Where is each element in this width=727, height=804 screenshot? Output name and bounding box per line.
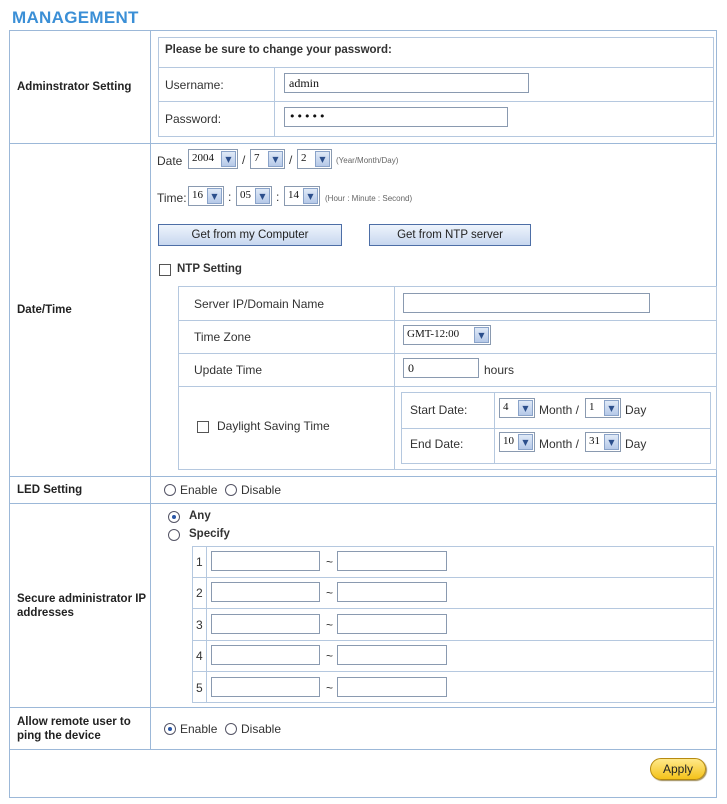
- secure-ip-label: Secure administrator IP addresses: [10, 504, 151, 707]
- divider: [178, 386, 717, 387]
- username-label: Username:: [165, 78, 224, 92]
- update-time-unit: hours: [484, 363, 515, 377]
- get-from-computer-button[interactable]: Get from my Computer: [158, 224, 342, 246]
- divider: [394, 286, 395, 470]
- divider: [401, 428, 711, 429]
- led-enable-radio[interactable]: [164, 484, 176, 496]
- timezone-label: Time Zone: [194, 330, 251, 344]
- datetime-label: Date/Time: [10, 144, 151, 476]
- led-disable-radio[interactable]: [225, 484, 237, 496]
- led-setting-cell: [151, 477, 716, 503]
- ip-row-number: 4: [196, 649, 203, 663]
- time-label: Time:: [157, 191, 187, 205]
- chevron-down-icon: ▼: [255, 188, 270, 204]
- ip-row-number: 3: [196, 618, 203, 632]
- minute-select[interactable]: [236, 186, 272, 206]
- remote-ping-label: Allow remote user to ping the device: [10, 708, 151, 749]
- ntp-setting-label: NTP Setting: [177, 263, 242, 275]
- datetime-row: [10, 144, 716, 477]
- chevron-down-icon: ▼: [207, 188, 222, 204]
- ip-range-dash: ~: [326, 681, 334, 695]
- end-month-value: 10: [503, 435, 514, 447]
- ip-from-input[interactable]: [211, 614, 320, 634]
- password-label: Password:: [165, 112, 222, 126]
- ip-range-dash: ~: [326, 586, 334, 600]
- time-sep: :: [276, 190, 280, 204]
- chevron-down-icon: ▼: [268, 151, 283, 167]
- ping-enable-label: Enable: [180, 722, 218, 736]
- divider: [178, 353, 717, 354]
- month-value: 7: [254, 152, 260, 164]
- ntp-setting-checkbox[interactable]: [159, 264, 171, 276]
- admin-setting-cell: [151, 31, 716, 143]
- ip-to-input[interactable]: [337, 677, 447, 697]
- year-value: 2004: [192, 152, 214, 164]
- end-date-label: End Date:: [410, 437, 464, 451]
- page-title: MANAGEMENT: [12, 8, 139, 27]
- ip-to-input[interactable]: [337, 645, 447, 665]
- ip-row-number: 2: [196, 586, 203, 600]
- divider: [158, 101, 714, 102]
- month-select[interactable]: [250, 149, 285, 169]
- time-hint: (Hour : Minute : Second): [325, 194, 413, 203]
- ping-disable-label: Disable: [241, 722, 282, 736]
- ping-enable-radio[interactable]: [164, 723, 176, 735]
- timezone-select[interactable]: [403, 325, 491, 345]
- end-day-value: 31: [589, 435, 600, 447]
- second-select[interactable]: [284, 186, 320, 206]
- led-setting-label: LED Setting: [10, 477, 151, 503]
- end-day-select[interactable]: [585, 432, 621, 452]
- date-sep: /: [242, 153, 246, 167]
- start-date-label: Start Date:: [410, 403, 468, 417]
- chevron-down-icon: ▼: [604, 400, 619, 416]
- footer-row: [10, 750, 716, 797]
- divider: [494, 392, 495, 464]
- divider: [178, 320, 717, 321]
- led-enable-label: Enable: [180, 483, 218, 497]
- dst-label: Daylight Saving Time: [217, 419, 330, 433]
- start-day-value: 1: [589, 401, 595, 413]
- day-word: Day: [625, 403, 647, 417]
- ip-from-input[interactable]: [211, 677, 320, 697]
- server-input[interactable]: [403, 293, 650, 313]
- remote-ping-cell: [151, 708, 716, 749]
- date-hint: (Year/Month/Day): [336, 156, 399, 165]
- ip-from-input[interactable]: [211, 551, 320, 571]
- ip-row-number: 1: [196, 555, 203, 569]
- ip-specify-radio[interactable]: [168, 529, 180, 541]
- ip-range-dash: ~: [326, 555, 334, 569]
- ping-disable-radio[interactable]: [225, 723, 237, 735]
- divider: [192, 671, 714, 672]
- second-value: 14: [288, 189, 299, 201]
- chevron-down-icon: ▼: [315, 151, 330, 167]
- chevron-down-icon: ▼: [518, 400, 533, 416]
- start-month-value: 4: [503, 401, 509, 413]
- secure-ip-cell: [151, 504, 716, 707]
- update-time-label: Update Time: [194, 363, 263, 377]
- month-word: Month /: [539, 437, 580, 451]
- ip-row-number: 5: [196, 681, 203, 695]
- divider: [274, 67, 275, 137]
- server-label: Server IP/Domain Name: [194, 297, 325, 311]
- led-setting-row: [10, 477, 716, 504]
- ip-range-dash: ~: [326, 649, 334, 663]
- admin-setting-label: Adminstrator Setting: [10, 31, 151, 143]
- divider: [158, 67, 714, 68]
- ip-range-dash: ~: [326, 618, 334, 632]
- day-select[interactable]: [297, 149, 332, 169]
- start-day-select[interactable]: [585, 398, 621, 418]
- dst-checkbox[interactable]: [197, 421, 209, 433]
- chevron-down-icon: ▼: [474, 327, 489, 343]
- remote-ping-row: [10, 708, 716, 750]
- date-label: Date: [157, 154, 183, 168]
- password-notice: Please be sure to change your password:: [165, 44, 392, 56]
- time-sep: :: [228, 190, 232, 204]
- divider: [192, 640, 714, 641]
- timezone-value: GMT-12:00: [407, 328, 460, 340]
- ip-to-input[interactable]: [337, 551, 447, 571]
- username-input[interactable]: admin: [284, 73, 529, 93]
- ip-any-label: Any: [189, 510, 211, 522]
- get-from-ntp-button[interactable]: Get from NTP server: [369, 224, 531, 246]
- admin-setting-row: [10, 31, 716, 144]
- chevron-down-icon: ▼: [518, 434, 533, 450]
- ip-specify-label: Specify: [189, 528, 230, 540]
- ip-from-input[interactable]: [211, 582, 320, 602]
- management-form: [9, 30, 717, 798]
- end-month-select[interactable]: [499, 432, 535, 452]
- divider: [192, 577, 714, 578]
- chevron-down-icon: ▼: [303, 188, 318, 204]
- update-time-input[interactable]: 0: [403, 358, 479, 378]
- led-disable-label: Disable: [241, 483, 282, 497]
- day-value: 2: [301, 152, 307, 164]
- date-sep: /: [289, 153, 293, 167]
- password-input[interactable]: •••••: [284, 107, 508, 127]
- hour-select[interactable]: [188, 186, 224, 206]
- minute-value: 05: [240, 189, 251, 201]
- hour-value: 16: [192, 189, 203, 201]
- day-word: Day: [625, 437, 647, 451]
- ip-to-input[interactable]: [337, 614, 447, 634]
- ip-any-radio[interactable]: [168, 511, 180, 523]
- month-word: Month /: [539, 403, 580, 417]
- divider: [206, 546, 207, 703]
- chevron-down-icon: ▼: [604, 434, 619, 450]
- ip-from-input[interactable]: [211, 645, 320, 665]
- apply-button[interactable]: Apply: [650, 758, 706, 780]
- chevron-down-icon: ▼: [221, 151, 236, 167]
- divider: [192, 608, 714, 609]
- start-month-select[interactable]: [499, 398, 535, 418]
- secure-ip-row: [10, 504, 716, 708]
- ip-to-input[interactable]: [337, 582, 447, 602]
- year-select[interactable]: [188, 149, 238, 169]
- datetime-cell: [151, 144, 716, 476]
